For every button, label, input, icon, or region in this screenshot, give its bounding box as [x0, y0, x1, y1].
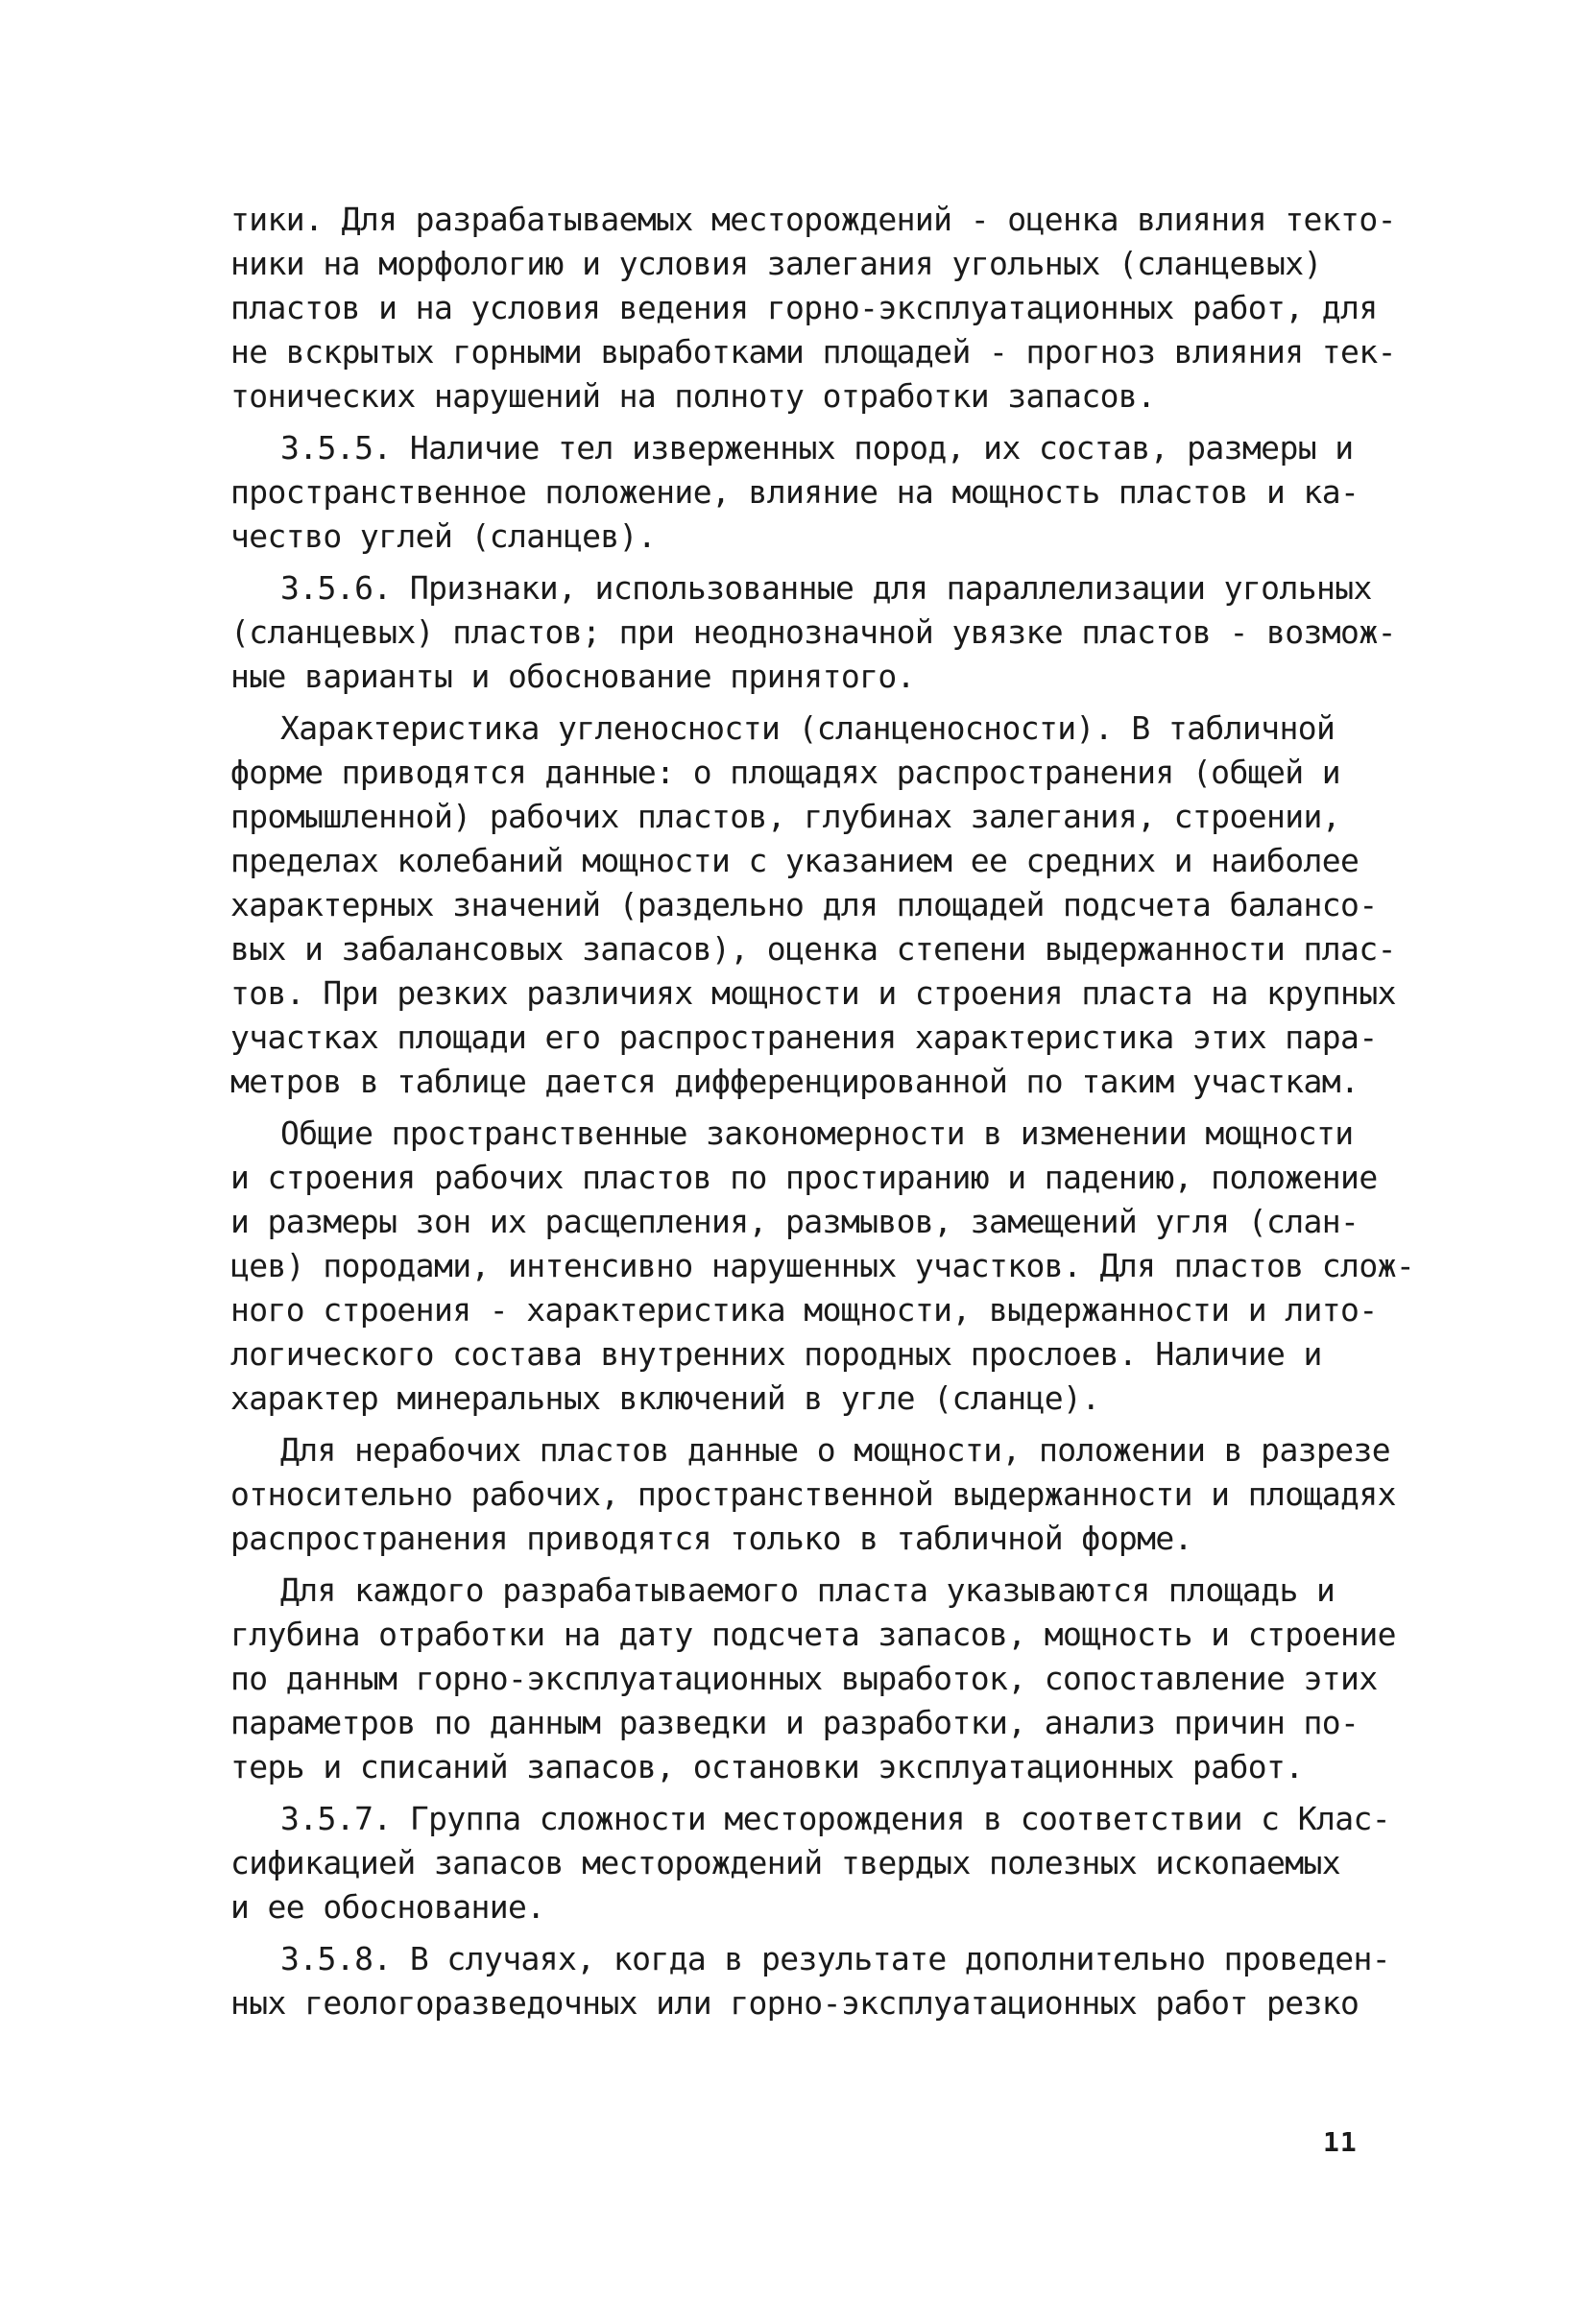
text-line: тов. При резких различиях мощности и строения пласта на крупных [230, 974, 1396, 1012]
paragraph-gap [230, 1789, 1402, 1797]
text-line: и строения рабочих пластов по простиранию и падению, положение [230, 1159, 1378, 1196]
text-line: Характеристика угленосности (сланценосности). В табличной [280, 709, 1335, 747]
paragraph-gap [230, 1421, 1402, 1428]
text-line: относительно рабочих, пространственной выдержанности и площадях [230, 1475, 1396, 1513]
paragraph-gap [230, 559, 1402, 566]
paragraph-gap [230, 419, 1402, 426]
text-line: логического состава внутренних породных прослоев. Наличие и [230, 1335, 1322, 1373]
body-text [230, 198, 1415, 2025]
text-line: Общие пространственные закономерности в изменении мощности [280, 1114, 1354, 1152]
text-line: 3.5.7. Группа сложности месторождения в соответствии с Клас- [280, 1800, 1391, 1837]
text-line: не вскрытых горными выработками площадей - прогноз влияния тек- [230, 333, 1396, 371]
paragraph-gap [230, 1929, 1402, 1937]
text-line: сификацией запасов месторождений твердых полезных ископаемых [230, 1844, 1341, 1881]
text-line: и размеры зон их расщепления, размывов, замещений угля (слан- [230, 1203, 1359, 1240]
text-line: тики. Для разрабатываемых месторождений - оценка влияния текто- [230, 201, 1396, 238]
paragraph [230, 707, 1402, 1104]
text-line: параметров по данным разведки и разработки, анализ причин по- [230, 1704, 1359, 1741]
text-line: 3.5.5. Наличие тел изверженных пород, их состав, размеры и [280, 429, 1354, 467]
page-number: 11 [1323, 2126, 1358, 2158]
text-line: форме приводятся данные: о площадях распространения (общей и [230, 754, 1341, 791]
text-line: цев) породами, интенсивно нарушенных участков. Для пластов слож- [230, 1247, 1415, 1284]
text-line: терь и списаний запасов, остановки эксплуатационных работ. [230, 1748, 1304, 1785]
paragraph [230, 1797, 1402, 1929]
text-line: пластов и на условия ведения горно-эксплуатационных работ, для [230, 289, 1378, 326]
text-line: пространственное положение, влияние на мощность пластов и ка- [230, 473, 1359, 511]
text-line: участках площади его распространения характеристика этих пара- [230, 1018, 1378, 1056]
text-line: чество углей (сланцев). [230, 517, 657, 555]
text-line: распространения приводятся только в табличной форме. [230, 1520, 1192, 1557]
paragraph-gap [230, 1561, 1402, 1569]
paragraph [230, 1112, 1415, 1421]
text-line: вых и забалансовых запасов), оценка степени выдержанности плас- [230, 930, 1396, 968]
text-line: 3.5.8. В случаях, когда в результате дополнительно проведен- [280, 1940, 1391, 1977]
text-line: ных геологоразведочных или горно-эксплуатационных работ резко [230, 1984, 1359, 2022]
text-line: метров в таблице дается дифференцированной по таким участкам. [230, 1063, 1359, 1100]
paragraph [230, 1569, 1402, 1789]
text-line: тонических нарушений на полноту отработки запасов. [230, 377, 1156, 415]
text-line: (сланцевых) пластов; при неоднозначной увязке пластов - возмож- [230, 613, 1396, 651]
paragraph-gap [230, 1104, 1402, 1112]
text-line: ники на морфологию и условия залегания угольных (сланцевых) [230, 245, 1322, 282]
paragraph [230, 1428, 1402, 1561]
text-line: Для нерабочих пластов данные о мощности, положении в разрезе [280, 1431, 1391, 1469]
text-line: 3.5.6. Признаки, использованные для параллелизации угольных [280, 569, 1372, 607]
text-line: характер минеральных включений в угле (сланце). [230, 1379, 1100, 1417]
text-line: характерных значений (раздельно для площадей подсчета балансо- [230, 886, 1378, 923]
text-line: пределах колебаний мощности с указанием ее средних и наиболее [230, 842, 1359, 879]
paragraph [230, 426, 1402, 559]
text-line: Для каждого разрабатываемого пласта указываются площадь и [280, 1571, 1335, 1609]
text-line: промышленной) рабочих пластов, глубинах залегания, строении, [230, 798, 1341, 835]
paragraph-gap [230, 699, 1402, 707]
paragraph [230, 198, 1402, 419]
text-line: глубина отработки на дату подсчета запасов, мощность и строение [230, 1616, 1396, 1653]
text-line: по данным горно-эксплуатационных выработок, сопоставление этих [230, 1660, 1378, 1697]
text-line: ные варианты и обоснование принятого. [230, 658, 915, 695]
paragraph [230, 1937, 1402, 2025]
text-line: и ее обоснование. [230, 1888, 545, 1926]
text-line: ного строения - характеристика мощности, выдержанности и лито- [230, 1291, 1378, 1329]
paragraph [230, 566, 1402, 699]
